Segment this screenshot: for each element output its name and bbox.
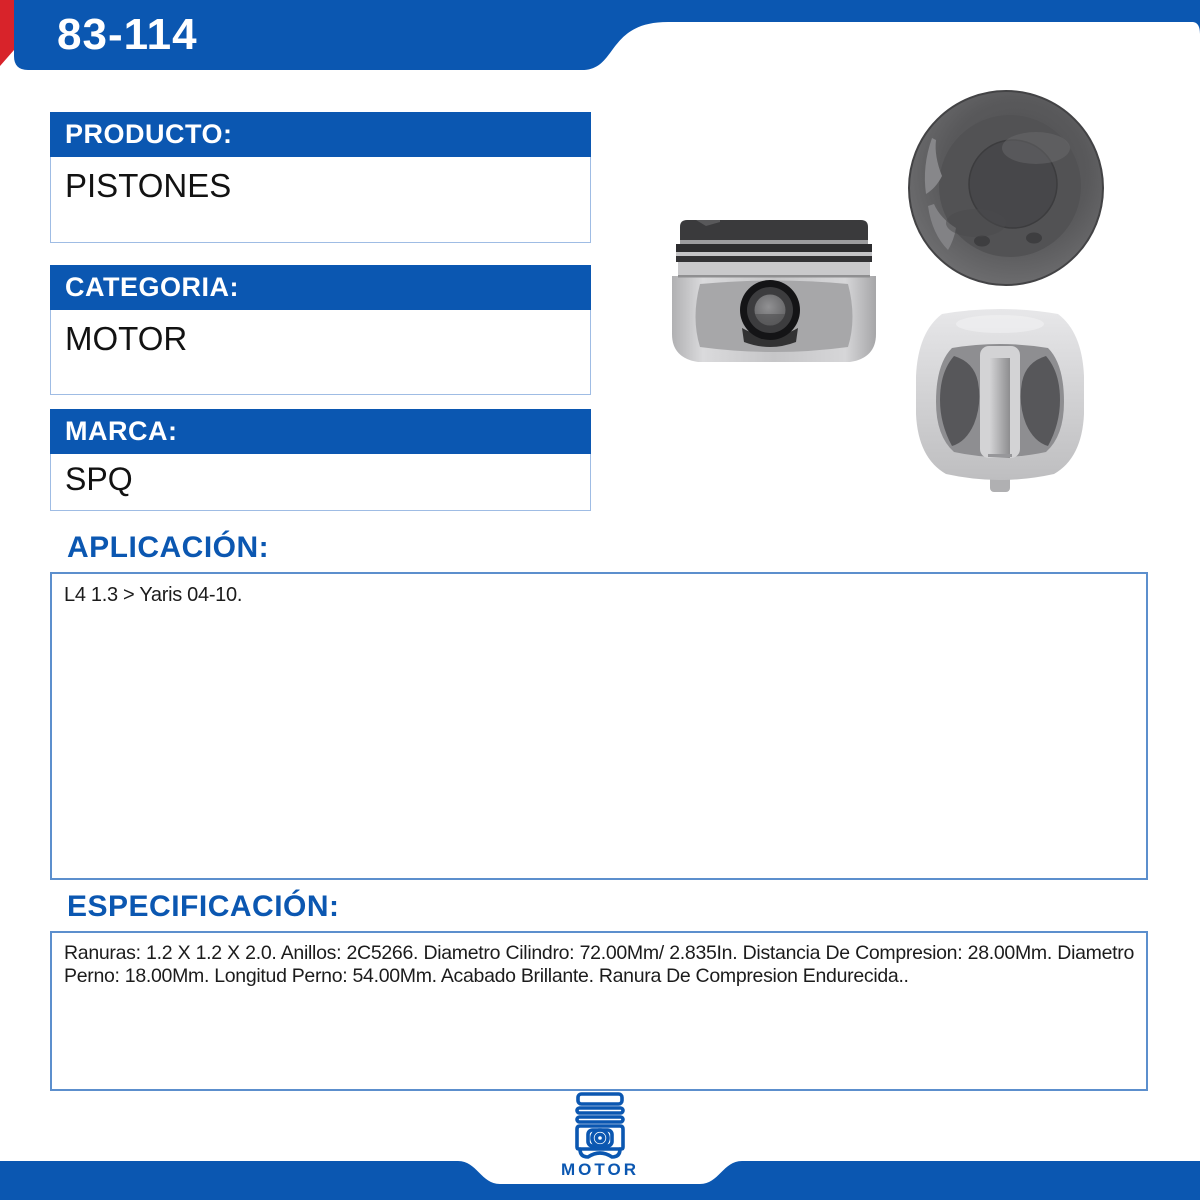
specification-text: Ranuras: 1.2 X 1.2 X 2.0. Anillos: 2C5266. Diametro Cilindro: 72.00Mm/ 2.835In. Distancia De Compresion: 28.00Mm. Diametro Perno: 18.00Mm. Longitud Perno: 54.00Mm. Acabado Brillante. Ranura De Compresion Endurecida.. xyxy=(64,942,1134,988)
piston-icon xyxy=(563,1091,637,1159)
field-producto-label: PRODUCTO: xyxy=(50,112,591,157)
field-categoria-value: MOTOR xyxy=(50,310,591,395)
piston-top-view-image xyxy=(906,88,1106,288)
piston-side-view-image xyxy=(666,218,882,368)
field-marca-label: MARCA: xyxy=(50,409,591,454)
footer-band-shape xyxy=(0,1152,1200,1200)
field-categoria-label: CATEGORIA: xyxy=(50,265,591,310)
field-producto-value: PISTONES xyxy=(50,157,591,243)
application-heading: APLICACIÓN: xyxy=(67,531,270,564)
field-categoria xyxy=(50,265,591,395)
field-marca-value: SPQ xyxy=(50,454,591,511)
field-marca xyxy=(50,409,591,511)
part-number: 83-114 xyxy=(57,10,198,59)
piston-underside-view-image xyxy=(908,306,1092,502)
specification-box xyxy=(50,931,1148,1091)
header xyxy=(0,0,1200,80)
footer-category-label: MOTOR xyxy=(561,1160,639,1179)
field-producto xyxy=(50,112,591,243)
specification-heading: ESPECIFICACIÓN: xyxy=(67,890,340,923)
application-text: L4 1.3 > Yaris 04-10. xyxy=(64,584,243,606)
application-box xyxy=(50,572,1148,880)
